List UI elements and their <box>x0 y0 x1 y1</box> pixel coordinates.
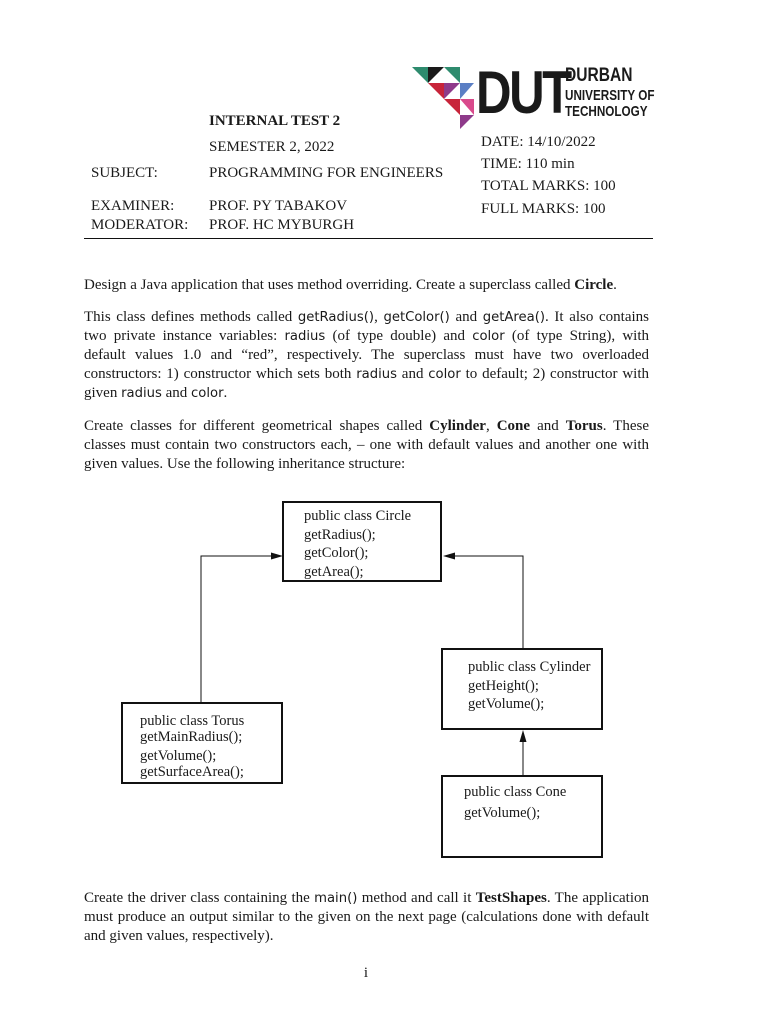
method-main: main() <box>314 891 358 906</box>
variable-radius: radius <box>356 367 397 382</box>
intro-end: . <box>613 277 617 293</box>
class-box-torus <box>121 702 283 784</box>
p4-text: method and call it <box>357 890 476 906</box>
superclass-name: Circle <box>574 277 614 293</box>
cylinder-method-getvolume: getVolume(); <box>468 696 545 712</box>
method-getcolor: getColor() <box>383 310 450 325</box>
p2-text: and <box>449 309 483 325</box>
logo-name-line-1: DURBAN <box>565 65 633 86</box>
p2-text: and <box>396 366 429 382</box>
p3-text: . These classes must contain two constructors each, – one with default values and another one with given values. Use the following inheritance structure: <box>84 418 650 472</box>
page-number: i <box>363 965 369 981</box>
class-name-torus: Torus <box>565 418 603 434</box>
exam-time: TIME: 110 min <box>481 156 575 172</box>
method-getradius: getRadius() <box>297 310 375 325</box>
cone-class-header: public class Cone <box>464 784 567 800</box>
examiner-label: EXAMINER: <box>91 198 175 214</box>
moderator-label: MODERATOR: <box>91 217 189 233</box>
test-title: INTERNAL TEST 2 <box>209 113 341 129</box>
circle-method-getarea: getArea(); <box>304 563 364 580</box>
variable-color: color <box>472 329 505 344</box>
method-getarea: getArea() <box>482 310 546 325</box>
p4-text: Create the driver class containing the <box>84 890 315 906</box>
p2-text: . <box>223 385 228 401</box>
variable-color: color <box>191 386 224 401</box>
p2-text: and <box>161 385 192 401</box>
class-name-cylinder: Cylinder <box>429 418 486 434</box>
variable-color: color <box>428 367 461 382</box>
p4-text: . The application must produce an output similar to the given on the next page (calculations done with default and given values, respectively). <box>84 890 649 944</box>
p2-text: , <box>374 309 384 325</box>
class-box-cylinder <box>441 648 603 730</box>
torus-class-header: public class Torus <box>140 713 245 729</box>
p3-text: and <box>530 418 566 434</box>
circle-method-getcolor: getColor(); <box>304 545 369 561</box>
p2-text: This class defines methods called <box>84 309 298 325</box>
intro-text: Design a Java application that uses method overriding. Create a superclass called <box>84 277 575 293</box>
examiner-value: PROF. PY TABAKOV <box>209 198 348 214</box>
logo-name-line-2: UNIVERSITY OF <box>565 87 655 104</box>
p2-text: (of type String), with default values 1.0 and “red”, respectively. The superclass must have two overloaded constructors: 1) constructor which sets both <box>84 328 649 382</box>
logo-name-line-3: TECHNOLOGY <box>565 103 648 120</box>
subject-value: PROGRAMMING FOR ENGINEERS <box>209 165 444 181</box>
full-marks: FULL MARKS: 100 <box>481 201 606 217</box>
cone-method-getvolume: getVolume(); <box>464 805 541 821</box>
variable-radius: radius <box>284 329 326 344</box>
logo-acronym: DUT <box>476 59 570 126</box>
torus-method-getvolume: getVolume(); <box>140 748 217 764</box>
circle-class-header: public class Circle <box>304 508 412 524</box>
p2-text: . It also contains two private instance variables: <box>84 309 649 344</box>
paragraph-driver <box>84 889 649 946</box>
p2-text: (of type double) and <box>325 328 473 344</box>
class-box-circle <box>282 501 442 582</box>
class-name-testshapes: TestShapes <box>475 890 547 906</box>
moderator-value: PROF. HC MYBURGH <box>209 217 355 233</box>
class-name-cone: Cone <box>496 418 531 434</box>
total-marks: TOTAL MARKS: 100 <box>481 178 616 194</box>
subject-label: SUBJECT: <box>91 165 158 181</box>
variable-radius: radius <box>121 386 162 401</box>
torus-method-getsurfacearea: getSurfaceArea(); <box>140 764 244 780</box>
class-box-cone <box>441 775 603 858</box>
cylinder-class-header: public class Cylinder <box>468 659 591 675</box>
torus-method-getmainradius: getMainRadius(); <box>140 729 243 745</box>
semester: SEMESTER 2, 2022 <box>209 139 335 155</box>
cylinder-method-getheight: getHeight(); <box>468 677 539 694</box>
p3-text: Create classes for different geometrical shapes called <box>84 418 430 434</box>
circle-method-getradius: getRadius(); <box>304 526 376 543</box>
exam-date: DATE: 14/10/2022 <box>481 134 596 150</box>
p2-text: to default; 2) constructor with given <box>84 366 650 401</box>
p3-text: , <box>485 418 497 434</box>
